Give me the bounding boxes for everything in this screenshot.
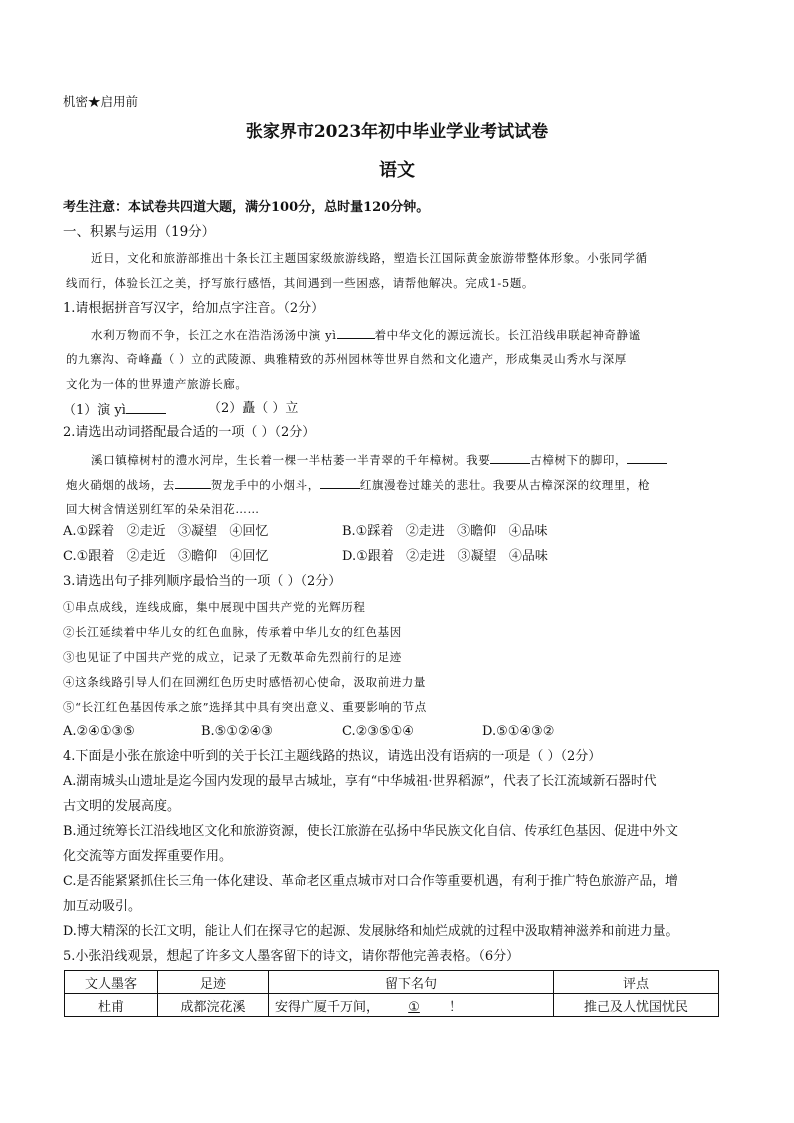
question-2-passage: [66, 476, 650, 493]
question-4-option-c-cont: 加互动吸引。: [63, 899, 142, 914]
question-5-stem: 5.小张沿线观景，想起了许多文人墨客留下的诗文，请你帮他完善表格。（6分）: [63, 949, 520, 964]
question-3-sentence: ⑤“长江红色基因传承之旅”选择其中具有突出意义、重要影响的节点: [63, 700, 427, 714]
question-1-passage: [91, 326, 641, 343]
question-1-passage: 文化为一体的世界遗产旅游长廊。: [66, 377, 248, 391]
question-2-option-b: B.①踩着 ②走进 ③瞻仰 ④品味: [342, 524, 548, 539]
exam-notice: 考生注意：本试卷共四道大题，满分100分，总时量120分钟。: [63, 200, 430, 215]
table-header-cell: 评点: [554, 971, 719, 994]
question-4-option-c: C.是否能紧紧抓住长三角一体化建设、革命老区重点城市对口合作等重要机遇，有利于推广特色旅游产品，增: [63, 874, 678, 889]
passage-text: 炮火硝烟的战场，去: [66, 478, 175, 492]
question-3-sentence: ①串点成线，连线成廊，集中展现中国共产党的光辉历程: [63, 600, 366, 614]
answer-blank: [175, 476, 211, 489]
question-4-option-a-cont: 古文明的发展高度。: [63, 799, 181, 814]
answer-label: （1）演 yì: [63, 403, 126, 418]
subject-title: 语文: [379, 160, 415, 181]
question-4-option-d: D.博大精深的长江文明，能让人们在探寻它的起源、发展脉络和灿烂成就的过程中汲取精神滋养和前进力量。: [63, 924, 679, 939]
section-intro: 线而行，体验长江之美，抒写旅行感悟，其间遇到一些困惑，请帮他解决。完成1-5题。: [66, 276, 535, 290]
passage-text: 古樟树下的脚印，: [530, 453, 628, 467]
question-4-option-b: B.通过统筹长江沿线地区文化和旅游资源，使长江旅游在弘扬中华民族文化自信、传承红色基因、促进中外文: [63, 824, 678, 839]
question-1-answer-1: [63, 401, 166, 419]
question-3-option-c: C.②③⑤①④: [342, 724, 414, 739]
table-row: [65, 994, 719, 1017]
question-3-option-b: B.⑤①②④③: [201, 724, 273, 739]
verse-text: ！: [449, 999, 463, 1015]
question-3-sentence: ③也见证了中国共产党的成立，记录了无数革命先烈前行的足迹: [63, 650, 402, 664]
question-4-stem: 4.下面是小张在旅途中听到的关于长江主题线路的热议，请选出没有语病的一项是（ ）（2分）: [63, 749, 602, 764]
passage-text: 红旗漫卷过雄关的悲壮。我要从古樟深深的纹理里，枪: [359, 478, 651, 492]
question-4-option-a: A.湖南城头山遗址是迄今国内发现的最早古城址，享有“中华城祖·世界稻源”，代表了长江流域新石器时代: [63, 774, 657, 789]
passage-text: 水利万物而不争，长江之水在浩浩汤汤中演 yì: [91, 328, 337, 342]
passage-text: 着中华文化的源远流长。长江沿线串联起神奇静谧: [374, 328, 641, 342]
question-3-option-d: D.⑤①④③②: [482, 724, 555, 739]
question-1-stem: 1.请根据拼音写汉字，给加点字注音。（2分）: [63, 301, 325, 316]
question-4-option-b-cont: 化交流等方面发挥重要作用。: [63, 849, 233, 864]
answer-blank: [627, 451, 667, 464]
confidential-mark: 机密★启用前: [63, 94, 139, 109]
question-2-option-c: C.①跟着 ②走近 ③瞻仰 ④回忆: [63, 549, 269, 564]
question-1-passage: 的九寨沟、奇峰矗（ ）立的武陵源、典雅精致的苏州园林等世界自然和文化遗产，形成集灵山秀水与深厚: [66, 352, 627, 366]
passage-text: 溪口镇樟树村的澧水河岸，生长着一棵一半枯萎一半青翠的千年樟树。我要: [91, 453, 491, 467]
question-2-passage: 回大树含情送别红军的朵朵泪花……: [66, 502, 260, 516]
verse-cell: [269, 994, 554, 1017]
verse-text: 安得广厦千万间，: [275, 999, 380, 1015]
question-3-option-a: A.②④①③⑤: [63, 724, 135, 739]
question-3-sentence: ②长江延续着中华儿女的红色血脉，传承着中华儿女的红色基因: [63, 625, 402, 639]
answer-blank: [320, 476, 360, 489]
table-header-cell: 足迹: [158, 971, 269, 994]
question-1-answer-2: （2）矗（ ）立: [208, 401, 299, 416]
question-2-option-a: A.①踩着 ②走近 ③凝望 ④回忆: [63, 524, 269, 539]
answer-blank: [490, 451, 530, 464]
question-2-option-d: D.①跟着 ②走进 ③凝望 ④品味: [342, 549, 548, 564]
table-header-row: [65, 971, 719, 994]
question-2-passage: [91, 451, 667, 468]
answer-blank: [126, 401, 166, 414]
verse-blank: ①: [408, 999, 420, 1015]
poet-cell: 杜甫: [65, 994, 158, 1017]
table-header-cell: 文人墨客: [65, 971, 158, 994]
question-3-stem: 3.请选出句子排列顺序最恰当的一项（ ）（2分）: [63, 574, 342, 589]
passage-text: 贺龙手中的小烟斗，: [210, 478, 320, 492]
section-intro: 近日，文化和旅游部推出十条长江主题国家级旅游线路，塑造长江国际黄金旅游带整体形象。小张同学循: [91, 251, 648, 265]
question-2-stem: 2.请选出动词搭配最合适的一项（ ）（2分）: [63, 425, 316, 440]
question-3-sentence: ④这条线路引导人们在回溯红色历史时感悟初心使命，汲取前进力量: [63, 675, 426, 689]
comment-cell: 推己及人忧国忧民: [554, 994, 719, 1017]
question-5-table: [64, 970, 719, 1017]
answer-blank: [337, 326, 375, 339]
exam-title: 张家界市2023年初中毕业学业考试试卷: [245, 122, 549, 142]
section-heading: 一、积累与运用（19分）: [63, 224, 216, 240]
place-cell: 成都浣花溪: [158, 994, 269, 1017]
table-header-cell: 留下名句: [269, 971, 554, 994]
